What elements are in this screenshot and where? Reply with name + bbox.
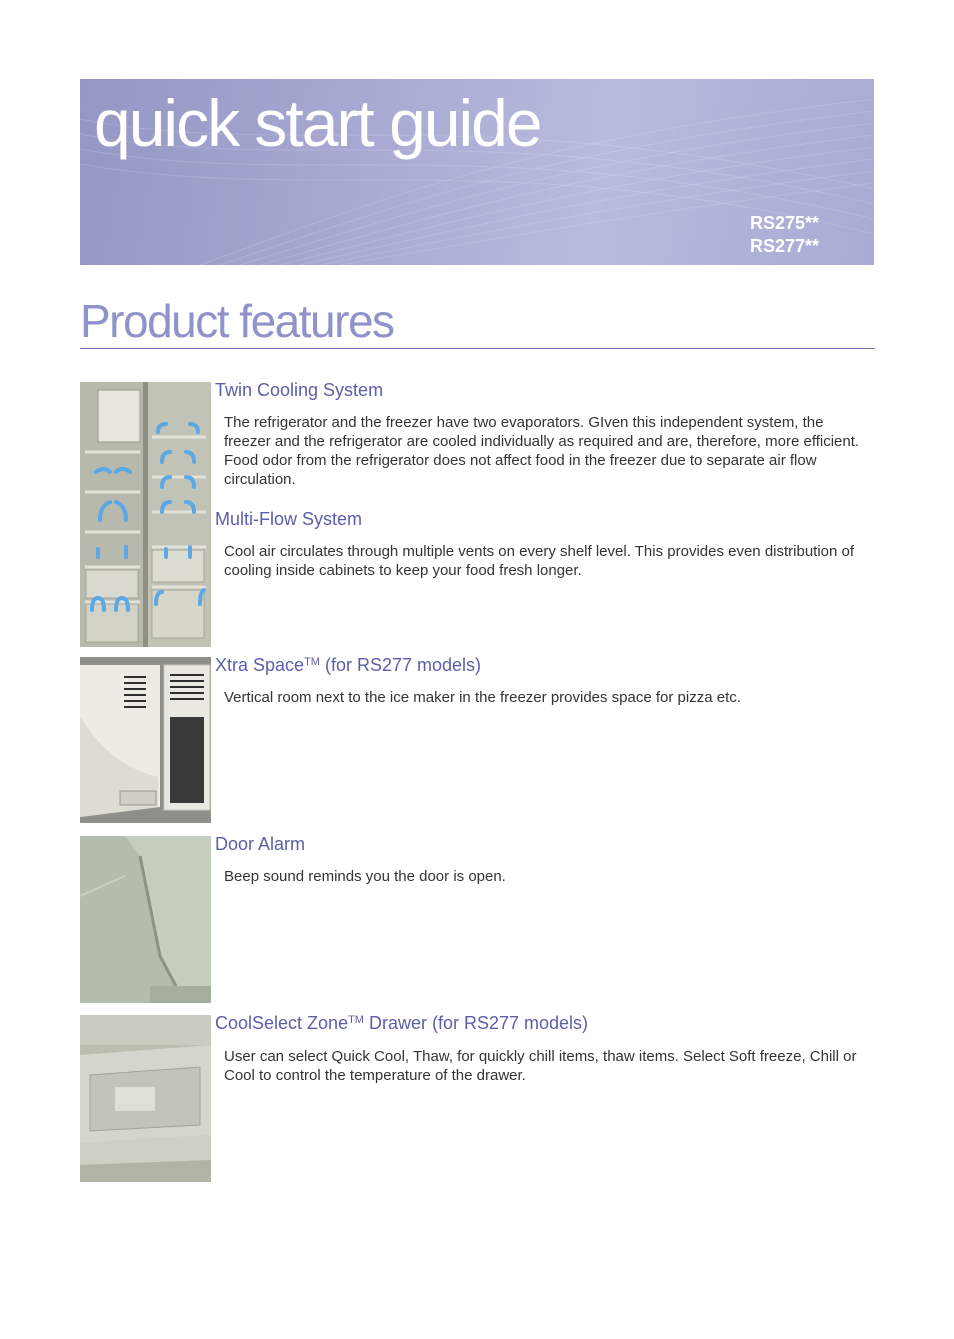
- section-title: Product features: [80, 295, 394, 347]
- feature-title: Multi-Flow System: [215, 509, 363, 529]
- feature-title-suffix: Drawer (for RS277 models): [363, 1013, 589, 1033]
- model-numbers: [750, 212, 819, 258]
- feature-title-text: Xtra Space: [215, 655, 305, 675]
- twin-cooling-photo: [80, 382, 211, 647]
- fridge-interior-illustration: [80, 382, 211, 647]
- feature-description: The refrigerator and the freezer have two evaporators. GIven this independent system, the freezer and the refrigerator are cooled individually as required and are, therefore, more efficient. Food odor from the refrigerator does not affect food in the freezer due to separate air flow circulation.: [224, 414, 860, 488]
- trademark-mark: TM: [348, 1014, 364, 1026]
- feature-title: Door Alarm: [215, 834, 306, 854]
- coolselect-drawer-photo: [80, 1015, 211, 1182]
- header-banner: [80, 79, 874, 265]
- feature-description: User can select Quick Cool, Thaw, for quickly chill items, thaw items. Select Soft freeze, Chill or Cool to control the temperature of the drawer.: [224, 1048, 857, 1084]
- feature-title: [215, 1013, 588, 1034]
- door-illustration: [80, 836, 211, 1003]
- door-alarm-photo: [80, 836, 211, 1003]
- feature-title-suffix: (for RS277 models): [319, 655, 482, 675]
- feature-title-text: CoolSelect Zone: [215, 1013, 349, 1033]
- section-divider: [80, 348, 875, 349]
- guide-title: quick start guide: [94, 86, 541, 160]
- feature-description: Vertical room next to the ice maker in the freezer provides space for pizza etc.: [224, 689, 741, 706]
- model-number: RS275**: [750, 213, 820, 233]
- drawer-illustration: [80, 1015, 211, 1182]
- xtra-space-photo: [80, 657, 211, 823]
- feature-description: Cool air circulates through multiple vents on every shelf level. This provides even distribution of cooling inside cabinets to keep your food fresh longer.: [224, 543, 855, 579]
- feature-title: Twin Cooling System: [215, 380, 384, 400]
- feature-title: [215, 655, 481, 676]
- ice-maker-illustration: [80, 657, 211, 823]
- model-number: RS277**: [750, 236, 820, 256]
- feature-description: Beep sound reminds you the door is open.: [224, 868, 506, 885]
- trademark-mark: TM: [304, 656, 320, 668]
